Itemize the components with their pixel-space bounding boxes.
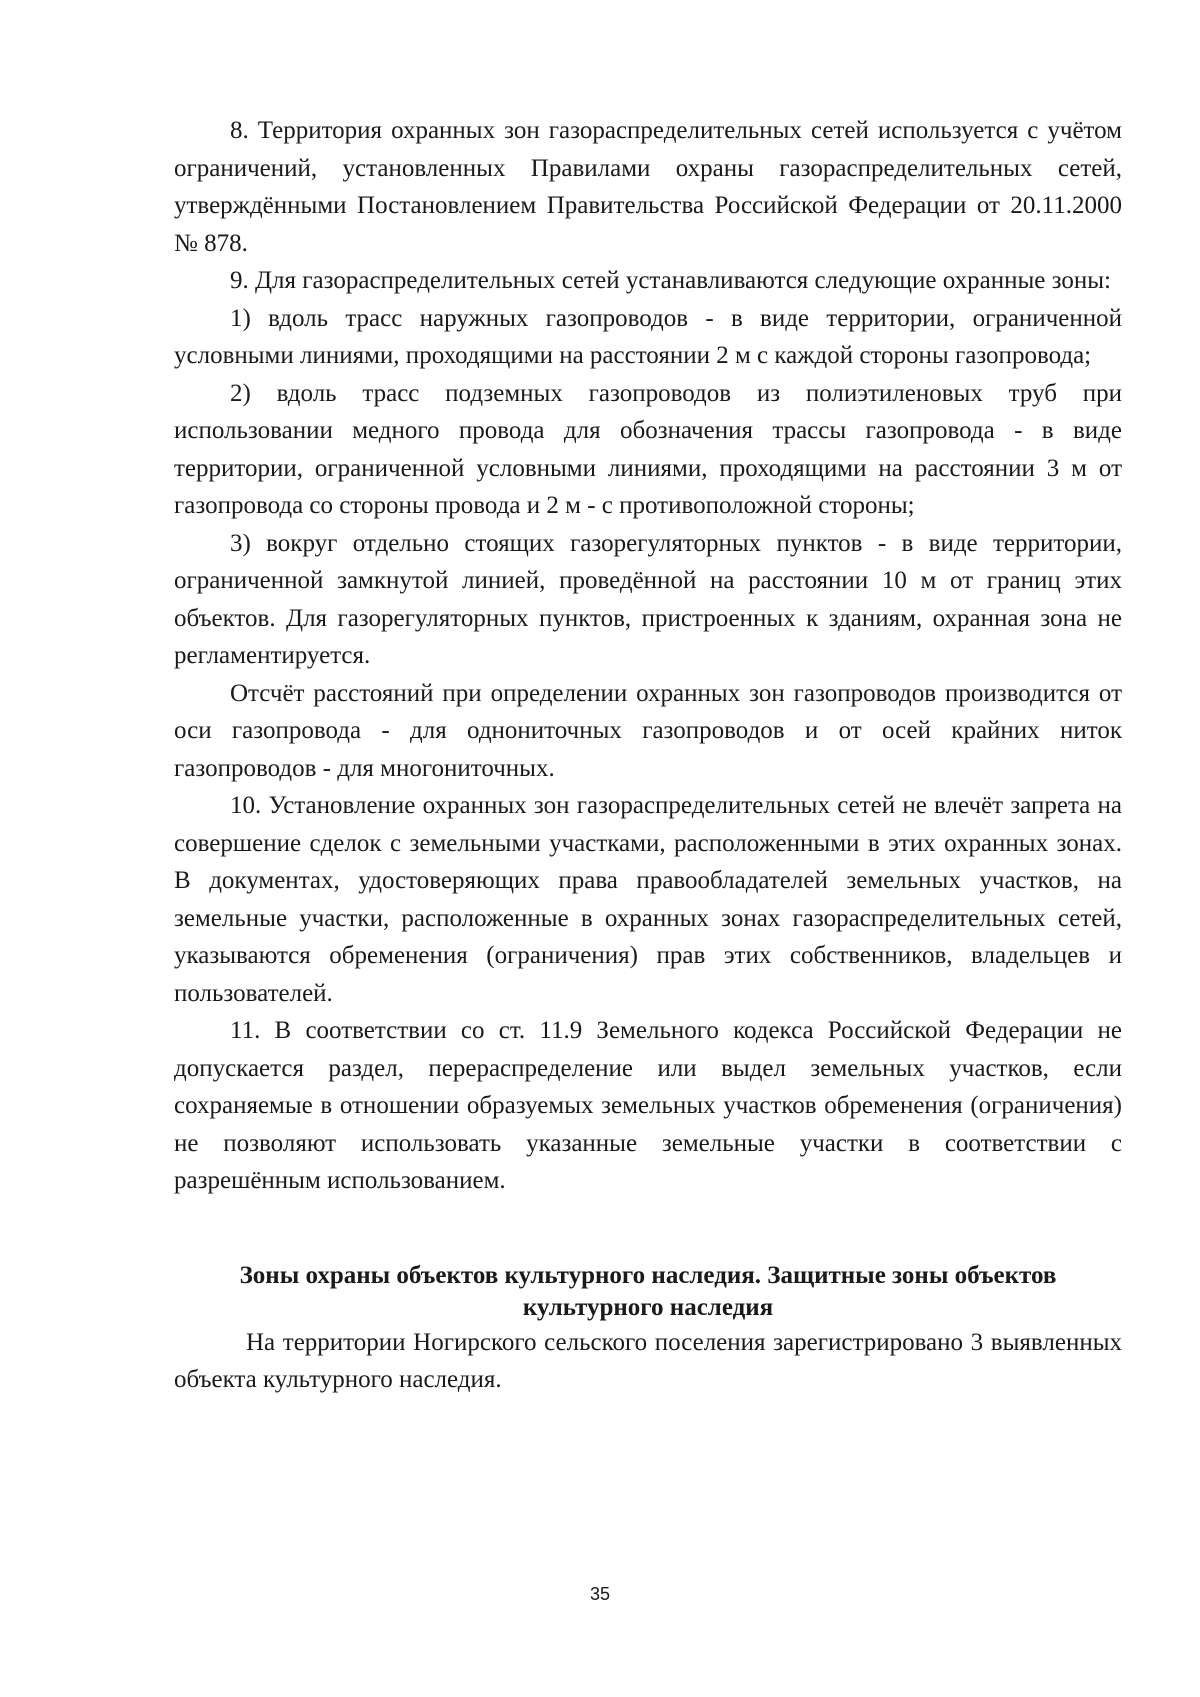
section-paragraph: На территории Ногирского сельского поселения зарегистрировано 3 выявленных объекта культурного наследия. [174, 1328, 1122, 1393]
paragraph-9: 9. Для газораспределительных сетей устанавливаются следующие охранные зоны: [230, 267, 1111, 294]
list-item-2: 2) вдоль трасс подземных газопроводов из полиэтиленовых труб при использовании медного провода для обозначения трассы газопровода - в виде территории, ограниченной условными линиями, проходящими на расстоянии 3 м от газопровода со стороны провода и 2 м - с противоположной стороны; [174, 379, 1122, 519]
paragraph-11: 11. В соответствии со ст. 11.9 Земельного кодекса Российской Федерации не допускается раздел, перераспределение или выдел земельных участков, если сохраняемые в отношении образуемых земельных участков обременения (ограничения) не позволяют использовать указанные земельные участки в соответствии с разрешённым использованием. [174, 1017, 1122, 1194]
section-title: Зоны охраны объектов культурного наследия. Защитные зоны объектов культурного наследия [239, 1261, 1057, 1321]
distance-note-paragraph: Отсчёт расстояний при определении охранных зон газопроводов производится от оси газопровода - для однониточных газопроводов и от осей крайних ниток газопроводов - для многониточных. [174, 679, 1122, 782]
list-item-1: 1) вдоль трасс наружных газопроводов - в виде территории, ограниченной условными линиями, проходящими на расстоянии 2 м с каждой стороны газопровода; [174, 304, 1122, 369]
paragraph-10: 10. Установление охранных зон газораспределительных сетей не влечёт запрета на совершение сделок с земельными участками, расположенными в этих охранных зонах. В документах, удостоверяющих права правообладателей земельных участков, на земельные участки, расположенные в охранных зонах газораспределительных сетей, указываются обременения (ограничения) прав этих собственников, владельцев и пользователей. [174, 792, 1122, 1007]
list-item-3: 3) вокруг отдельно стоящих газорегуляторных пунктов - в виде территории, ограниченной замкнутой линией, проведённой на расстоянии 10 м от границ этих объектов. Для газорегуляторных пунктов, пристроенных к зданиям, охранная зона не регламентируется. [174, 529, 1122, 669]
document-body [174, 112, 1122, 1399]
paragraph-8: 8. Территория охранных зон газораспределительных сетей используется с учётом ограничений, установленных Правилами охраны газораспределительных сетей, утверждёнными Постановлением Правительства Российской Федерации от 20.11.2000 № 878. [174, 117, 1122, 257]
page-number: 35 [589, 1584, 611, 1604]
